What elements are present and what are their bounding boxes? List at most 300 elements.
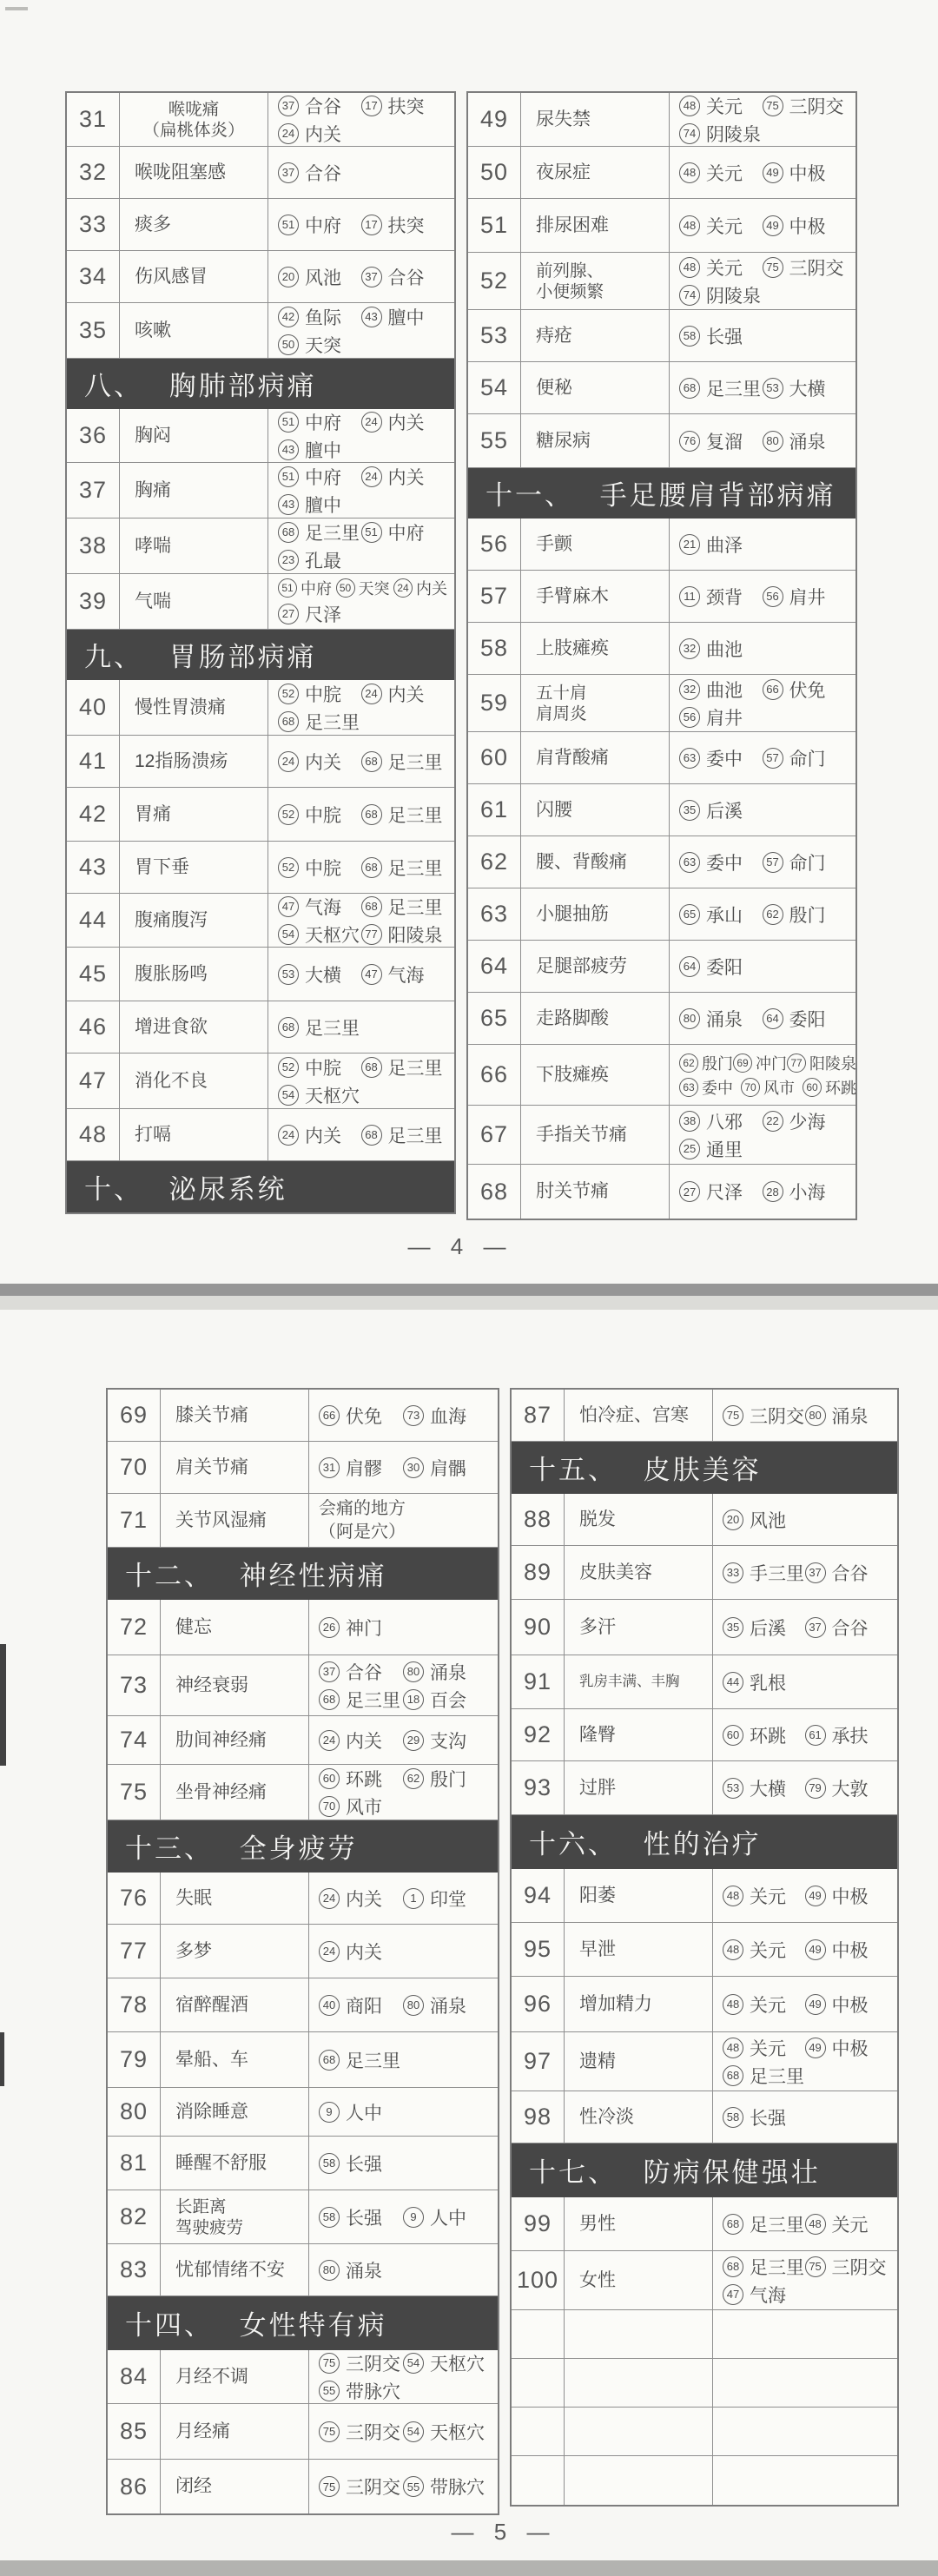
table-row bbox=[67, 842, 454, 894]
point-name: 气海 bbox=[750, 2285, 786, 2306]
point-name: 内关 bbox=[416, 579, 447, 598]
acupoint bbox=[679, 902, 763, 928]
point-name: 涌泉 bbox=[429, 1662, 466, 1683]
point-name: 中府 bbox=[305, 413, 341, 433]
row-number: 54 bbox=[468, 362, 521, 413]
point-name: 大敦 bbox=[831, 1779, 869, 1800]
table-row bbox=[67, 948, 454, 1001]
acupoint bbox=[278, 894, 361, 920]
point-name: 关元 bbox=[750, 1886, 786, 1907]
ailment-line: 足腿部疲劳 bbox=[536, 955, 627, 976]
acupoint bbox=[805, 2211, 894, 2237]
point-name: 足三里 bbox=[305, 1018, 360, 1039]
acupoint-line bbox=[319, 1939, 494, 1965]
ailment-name bbox=[521, 1165, 670, 1219]
point-name: 天枢穴 bbox=[429, 2422, 485, 2443]
acupoint-line bbox=[723, 1615, 894, 1641]
acupoint-line bbox=[723, 1507, 894, 1533]
point-name: 尺泽 bbox=[706, 1183, 743, 1203]
acupoint bbox=[679, 1179, 763, 1205]
acupoint-line bbox=[679, 745, 852, 771]
table-row bbox=[512, 1655, 897, 1709]
table-row bbox=[468, 519, 855, 571]
acupoint-line bbox=[679, 323, 852, 349]
table-row bbox=[468, 253, 855, 310]
row-number: 68 bbox=[468, 1165, 521, 1219]
ailment-name bbox=[161, 1494, 309, 1547]
point-number-circle: 66 bbox=[319, 1405, 340, 1426]
acupoint bbox=[679, 1076, 733, 1099]
row-number: 70 bbox=[108, 1442, 161, 1493]
ailment-line: 手臂麻木 bbox=[536, 585, 609, 606]
table-row bbox=[468, 414, 855, 468]
acupoint-list bbox=[309, 1494, 498, 1547]
acupoint bbox=[319, 2474, 403, 2500]
acupoint bbox=[278, 160, 451, 186]
table-row bbox=[512, 1709, 897, 1761]
acupoint bbox=[361, 921, 451, 948]
point-name: 关元 bbox=[750, 1995, 786, 2016]
point-name: 关元 bbox=[750, 2038, 786, 2059]
point-name: 足三里 bbox=[750, 2257, 804, 2278]
acupoint bbox=[278, 264, 361, 290]
acupoint bbox=[679, 797, 852, 823]
point-name: 合谷 bbox=[346, 1662, 382, 1683]
acupoint-list bbox=[713, 2456, 897, 2505]
table-row bbox=[108, 1978, 498, 2032]
acupoint-line bbox=[319, 1766, 494, 1792]
ailment-line: 遗精 bbox=[579, 2051, 616, 2071]
point-number-circle: 11 bbox=[679, 586, 700, 607]
point-name: 内关 bbox=[387, 467, 425, 488]
point-name: 八邪 bbox=[706, 1112, 743, 1133]
row-number: 96 bbox=[512, 1977, 565, 2031]
acupoint-list bbox=[670, 888, 855, 940]
point-name: 命门 bbox=[789, 853, 826, 874]
ailment-name bbox=[161, 1925, 309, 1978]
row-number: 82 bbox=[108, 2190, 161, 2243]
section-title: 十六、 性的治疗 bbox=[529, 1829, 762, 1859]
row-number: 47 bbox=[67, 1054, 120, 1108]
section-header-row bbox=[67, 1161, 454, 1212]
point-number-circle: 52 bbox=[278, 857, 299, 878]
ailment-line: 宿醉醒酒 bbox=[175, 1994, 248, 2015]
point-name: 足三里 bbox=[706, 379, 761, 400]
ailment-name bbox=[120, 948, 268, 1001]
acupoint bbox=[679, 677, 763, 703]
acupoint bbox=[679, 704, 852, 730]
acupoint bbox=[763, 375, 852, 401]
acupoint-list bbox=[670, 623, 855, 674]
point-name: 曲池 bbox=[706, 680, 743, 701]
ailment-name bbox=[120, 736, 268, 787]
point-number-circle: 35 bbox=[723, 1617, 743, 1638]
ailment-line: 多汗 bbox=[579, 1616, 616, 1637]
acupoint-list bbox=[713, 1390, 897, 1441]
ailment-line: 上肢瘫痪 bbox=[536, 637, 609, 658]
ailment-name bbox=[565, 1546, 713, 1599]
point-name: 中府 bbox=[305, 215, 341, 236]
row-number: 86 bbox=[108, 2460, 161, 2513]
point-number-circle: 70 bbox=[741, 1078, 760, 1097]
acupoint-list bbox=[309, 2032, 498, 2087]
point-number-circle: 49 bbox=[763, 162, 783, 183]
ailment-name bbox=[161, 2404, 309, 2459]
acupoint-list bbox=[713, 2408, 897, 2455]
point-number-circle: 75 bbox=[319, 2353, 340, 2374]
point-name: 中脘 bbox=[305, 858, 341, 879]
section-header-row bbox=[512, 1442, 897, 1494]
point-number-circle: 75 bbox=[319, 2476, 340, 2497]
point-name: 复溜 bbox=[706, 432, 743, 452]
row-number: 98 bbox=[512, 2091, 565, 2143]
point-name: 少海 bbox=[789, 1112, 826, 1133]
ailment-line: 咳嗽 bbox=[135, 320, 171, 340]
acupoint bbox=[278, 1054, 361, 1080]
table-row bbox=[468, 675, 855, 732]
row-number: 61 bbox=[468, 784, 521, 836]
ailment-line: 气喘 bbox=[135, 591, 171, 611]
ailment-line: 肩周炎 bbox=[536, 703, 587, 723]
point-number-circle: 48 bbox=[805, 2214, 826, 2235]
page4-right-table bbox=[466, 91, 857, 1220]
ailment-line: 忧郁情绪不安 bbox=[175, 2259, 285, 2280]
point-name: 气海 bbox=[305, 897, 341, 918]
acupoint bbox=[403, 2419, 494, 2445]
acupoint bbox=[805, 1775, 894, 1801]
point-number-circle: 55 bbox=[319, 2381, 340, 2401]
acupoint-list bbox=[713, 2197, 897, 2250]
acupoint-list bbox=[670, 1045, 863, 1105]
row-number: 92 bbox=[512, 1709, 565, 1760]
ailment-name bbox=[161, 1390, 309, 1441]
acupoint-line bbox=[679, 1006, 852, 1032]
acupoint bbox=[805, 1991, 894, 2018]
ailment-name bbox=[565, 1761, 713, 1814]
point-name: 中府 bbox=[301, 579, 332, 598]
point-name: 大横 bbox=[789, 379, 826, 400]
acupoint bbox=[763, 1108, 852, 1134]
acupoint-list bbox=[268, 199, 454, 250]
acupoint-line bbox=[278, 437, 451, 463]
acupoint bbox=[361, 681, 451, 707]
acupoint bbox=[723, 2104, 894, 2130]
ailment-name bbox=[521, 732, 670, 783]
acupoint bbox=[679, 584, 763, 610]
table-row bbox=[67, 463, 454, 519]
table-row bbox=[108, 1600, 498, 1655]
ailment-name bbox=[521, 784, 670, 836]
acupoint bbox=[278, 601, 451, 627]
point-number-circle: 49 bbox=[805, 1994, 826, 2015]
acupoint-list bbox=[713, 1869, 897, 1922]
acupoint bbox=[361, 212, 451, 238]
section-title: 十七、 防病保健强壮 bbox=[529, 2157, 821, 2188]
table-row bbox=[512, 2251, 897, 2310]
table-row bbox=[108, 2244, 498, 2296]
point-number-circle: 17 bbox=[361, 215, 382, 235]
ailment-name bbox=[161, 2137, 309, 2190]
acupoint-list bbox=[670, 784, 855, 836]
row-number: 66 bbox=[468, 1045, 521, 1105]
acupoint-line bbox=[319, 2204, 494, 2230]
point-name: 环跳 bbox=[346, 1769, 382, 1790]
ailment-name bbox=[565, 1709, 713, 1760]
point-name: 中极 bbox=[789, 163, 826, 184]
ailment-name bbox=[161, 1655, 309, 1715]
row-number: 38 bbox=[67, 519, 120, 573]
acupoint bbox=[278, 519, 361, 545]
table-row bbox=[468, 571, 855, 623]
acupoint-list bbox=[309, 1716, 498, 1764]
acupoint-line bbox=[319, 1455, 494, 1481]
row-number: 60 bbox=[468, 732, 521, 783]
acupoint-line bbox=[278, 961, 451, 987]
table-row bbox=[468, 147, 855, 199]
ailment-name bbox=[565, 1494, 713, 1545]
point-number-circle: 74 bbox=[679, 123, 700, 144]
table-row bbox=[512, 1494, 897, 1546]
acupoint-list bbox=[268, 251, 454, 302]
point-number-circle: 29 bbox=[403, 1730, 424, 1751]
acupoint-line bbox=[679, 1136, 852, 1162]
point-number-circle: 56 bbox=[679, 707, 700, 728]
acupoint bbox=[403, 1659, 494, 1685]
ailment-line: 腹痛腹泻 bbox=[135, 909, 208, 930]
ailment-name bbox=[120, 93, 268, 146]
row-number: 65 bbox=[468, 993, 521, 1044]
point-number-circle: 37 bbox=[278, 96, 299, 116]
acupoint-list bbox=[268, 894, 454, 947]
ailment-name bbox=[521, 888, 670, 940]
acupoint bbox=[361, 519, 451, 545]
acupoint-list bbox=[670, 253, 855, 309]
row-number: 36 bbox=[67, 409, 120, 462]
point-name: 肩髃 bbox=[429, 1458, 466, 1479]
row-number: 71 bbox=[108, 1494, 161, 1547]
acupoint bbox=[679, 254, 763, 281]
table-row bbox=[468, 310, 855, 362]
point-name: 中脘 bbox=[305, 805, 341, 826]
row-number: 33 bbox=[67, 199, 120, 250]
acupoint-list bbox=[670, 147, 855, 198]
point-name: 小海 bbox=[789, 1183, 826, 1203]
row-number: 64 bbox=[468, 941, 521, 992]
table-row bbox=[67, 251, 454, 303]
acupoint-line bbox=[679, 1076, 860, 1099]
acupoint-line bbox=[278, 749, 451, 775]
acupoint-list bbox=[268, 1001, 454, 1053]
point-number-circle: 24 bbox=[361, 466, 382, 487]
acupoint-line bbox=[278, 1014, 451, 1040]
acupoint bbox=[679, 1006, 763, 1032]
acupoint-text: （阿是穴） bbox=[319, 1522, 406, 1542]
ailment-line: 闪腰 bbox=[536, 799, 572, 820]
point-name: 内关 bbox=[346, 1731, 382, 1752]
acupoint bbox=[403, 1687, 494, 1713]
ailment-name bbox=[161, 2190, 309, 2243]
point-number-circle: 23 bbox=[278, 550, 299, 571]
point-name: 中极 bbox=[831, 1995, 869, 2016]
ailment-name bbox=[521, 253, 670, 309]
acupoint-list bbox=[670, 199, 855, 252]
ailment-line: 伤风感冒 bbox=[135, 266, 208, 287]
acupoint bbox=[805, 1883, 894, 1909]
point-number-circle: 24 bbox=[319, 1941, 340, 1962]
acupoint bbox=[741, 1076, 795, 1099]
table-row bbox=[512, 2197, 897, 2251]
ailment-name bbox=[521, 675, 670, 731]
point-name: 足三里 bbox=[305, 712, 360, 733]
point-name: 天枢穴 bbox=[429, 2354, 485, 2375]
point-number-circle: 51 bbox=[361, 522, 382, 543]
point-number-circle: 80 bbox=[805, 1405, 826, 1426]
table-row bbox=[67, 303, 454, 359]
point-number-circle: 65 bbox=[679, 904, 700, 925]
ailment-line: 喉咙痛 bbox=[168, 99, 220, 119]
acupoint bbox=[679, 1052, 733, 1074]
point-number-circle: 40 bbox=[319, 1995, 340, 2016]
page4-number: — 4 — bbox=[407, 1233, 513, 1259]
point-number-circle: 73 bbox=[403, 1405, 424, 1426]
table-row bbox=[108, 2460, 498, 2513]
point-name: 内关 bbox=[305, 752, 341, 773]
point-number-circle: 26 bbox=[319, 1617, 340, 1638]
acupoint bbox=[723, 1507, 894, 1533]
point-number-circle: 61 bbox=[805, 1725, 826, 1746]
acupoint bbox=[336, 577, 390, 599]
row-number: 48 bbox=[67, 1109, 120, 1160]
acupoint bbox=[787, 1052, 856, 1074]
acupoint-line bbox=[278, 577, 451, 599]
acupoint-list bbox=[309, 2137, 498, 2190]
acupoint-line bbox=[679, 213, 852, 239]
acupoint-list bbox=[670, 93, 855, 146]
table-row bbox=[67, 736, 454, 788]
point-number-circle: 35 bbox=[679, 800, 700, 821]
ailment-line: 糖尿病 bbox=[536, 430, 591, 451]
acupoint bbox=[723, 1937, 805, 1963]
point-number-circle: 50 bbox=[278, 334, 299, 355]
ailment-name bbox=[120, 680, 268, 735]
ailment-name bbox=[120, 147, 268, 198]
point-name: 神门 bbox=[346, 1618, 382, 1639]
acupoint-line bbox=[679, 1108, 852, 1134]
acupoint bbox=[723, 1403, 805, 1429]
point-number-circle: 52 bbox=[278, 804, 299, 825]
point-name: 足三里 bbox=[346, 1690, 400, 1711]
acupoint bbox=[723, 2254, 805, 2280]
point-number-circle: 43 bbox=[278, 439, 299, 460]
acupoint bbox=[763, 160, 852, 186]
table-row bbox=[108, 1925, 498, 1978]
ailment-name bbox=[120, 842, 268, 893]
point-name: 三阴交 bbox=[789, 258, 844, 279]
page5-number: — 5 — bbox=[451, 2519, 557, 2545]
point-name: 后溪 bbox=[750, 1618, 786, 1639]
point-number-circle: 68 bbox=[319, 2050, 340, 2071]
ailment-line: 下肢瘫痪 bbox=[536, 1064, 609, 1085]
point-name: 手三里 bbox=[750, 1563, 804, 1584]
table-row bbox=[468, 93, 855, 147]
point-name: 委中 bbox=[706, 749, 743, 769]
ailment-name bbox=[161, 2244, 309, 2295]
point-number-circle: 60 bbox=[723, 1725, 743, 1746]
table-row bbox=[468, 1165, 855, 1219]
point-name: 支沟 bbox=[429, 1731, 466, 1752]
point-number-circle: 48 bbox=[723, 1994, 743, 2015]
ailment-name bbox=[521, 519, 670, 570]
point-number-circle: 68 bbox=[679, 378, 700, 399]
point-name: 殷门 bbox=[789, 905, 826, 926]
point-number-circle: 37 bbox=[278, 162, 299, 183]
acupoint-list bbox=[713, 1761, 897, 1814]
acupoint bbox=[403, 2204, 494, 2230]
acupoint bbox=[278, 681, 361, 707]
ailment-line: 长距离 bbox=[175, 2196, 227, 2216]
table-row bbox=[67, 519, 454, 574]
point-number-circle: 64 bbox=[679, 956, 700, 977]
acupoint-line bbox=[278, 93, 451, 119]
acupoint bbox=[763, 677, 852, 703]
acupoint bbox=[278, 121, 451, 147]
table-row bbox=[67, 409, 454, 463]
point-number-circle: 22 bbox=[763, 1111, 783, 1132]
point-name: 关元 bbox=[706, 216, 743, 237]
acupoint bbox=[403, 1727, 494, 1754]
acupoint-line bbox=[278, 921, 451, 948]
acupoint-list bbox=[713, 1655, 897, 1708]
acupoint-list bbox=[309, 1442, 498, 1493]
point-name: 承扶 bbox=[831, 1726, 869, 1747]
ailment-name bbox=[565, 2251, 713, 2309]
point-name: 中极 bbox=[789, 216, 826, 237]
ailment-line: 隆臀 bbox=[579, 1724, 616, 1745]
table-row bbox=[108, 1655, 498, 1716]
point-number-circle: 54 bbox=[403, 2421, 424, 2442]
point-number-circle: 48 bbox=[679, 162, 700, 183]
ailment-name bbox=[161, 1716, 309, 1764]
point-name: 涌泉 bbox=[706, 1009, 743, 1030]
section-title: 十二、 神经性病痛 bbox=[125, 1561, 387, 1591]
acupoint bbox=[763, 254, 852, 281]
point-number-circle: 70 bbox=[319, 1796, 340, 1817]
point-name: 环跳 bbox=[825, 1079, 856, 1097]
row-number: 35 bbox=[67, 303, 120, 358]
acupoint-list bbox=[268, 409, 454, 462]
acupoint-list bbox=[670, 362, 855, 413]
acupoint-line bbox=[723, 2104, 894, 2130]
point-name: 带脉穴 bbox=[346, 2381, 400, 2402]
point-name: 印堂 bbox=[429, 1889, 466, 1910]
acupoint bbox=[319, 2099, 494, 2125]
point-number-circle: 24 bbox=[319, 1730, 340, 1751]
section-header-row bbox=[67, 359, 454, 409]
acupoint-line bbox=[278, 681, 451, 707]
row-number: 62 bbox=[468, 836, 521, 888]
row-number: 59 bbox=[468, 675, 521, 731]
acupoint bbox=[278, 464, 361, 490]
ailment-name bbox=[565, 2310, 713, 2358]
acupoint-line bbox=[679, 121, 852, 147]
acupoint bbox=[278, 304, 361, 330]
point-number-circle: 62 bbox=[403, 1768, 424, 1789]
table-row bbox=[108, 2088, 498, 2137]
row-number: 77 bbox=[108, 1925, 161, 1978]
ailment-line: 关节风湿痛 bbox=[175, 1509, 267, 1530]
ailment-line: 早泄 bbox=[579, 1939, 616, 1959]
acupoint-list bbox=[309, 1390, 498, 1441]
